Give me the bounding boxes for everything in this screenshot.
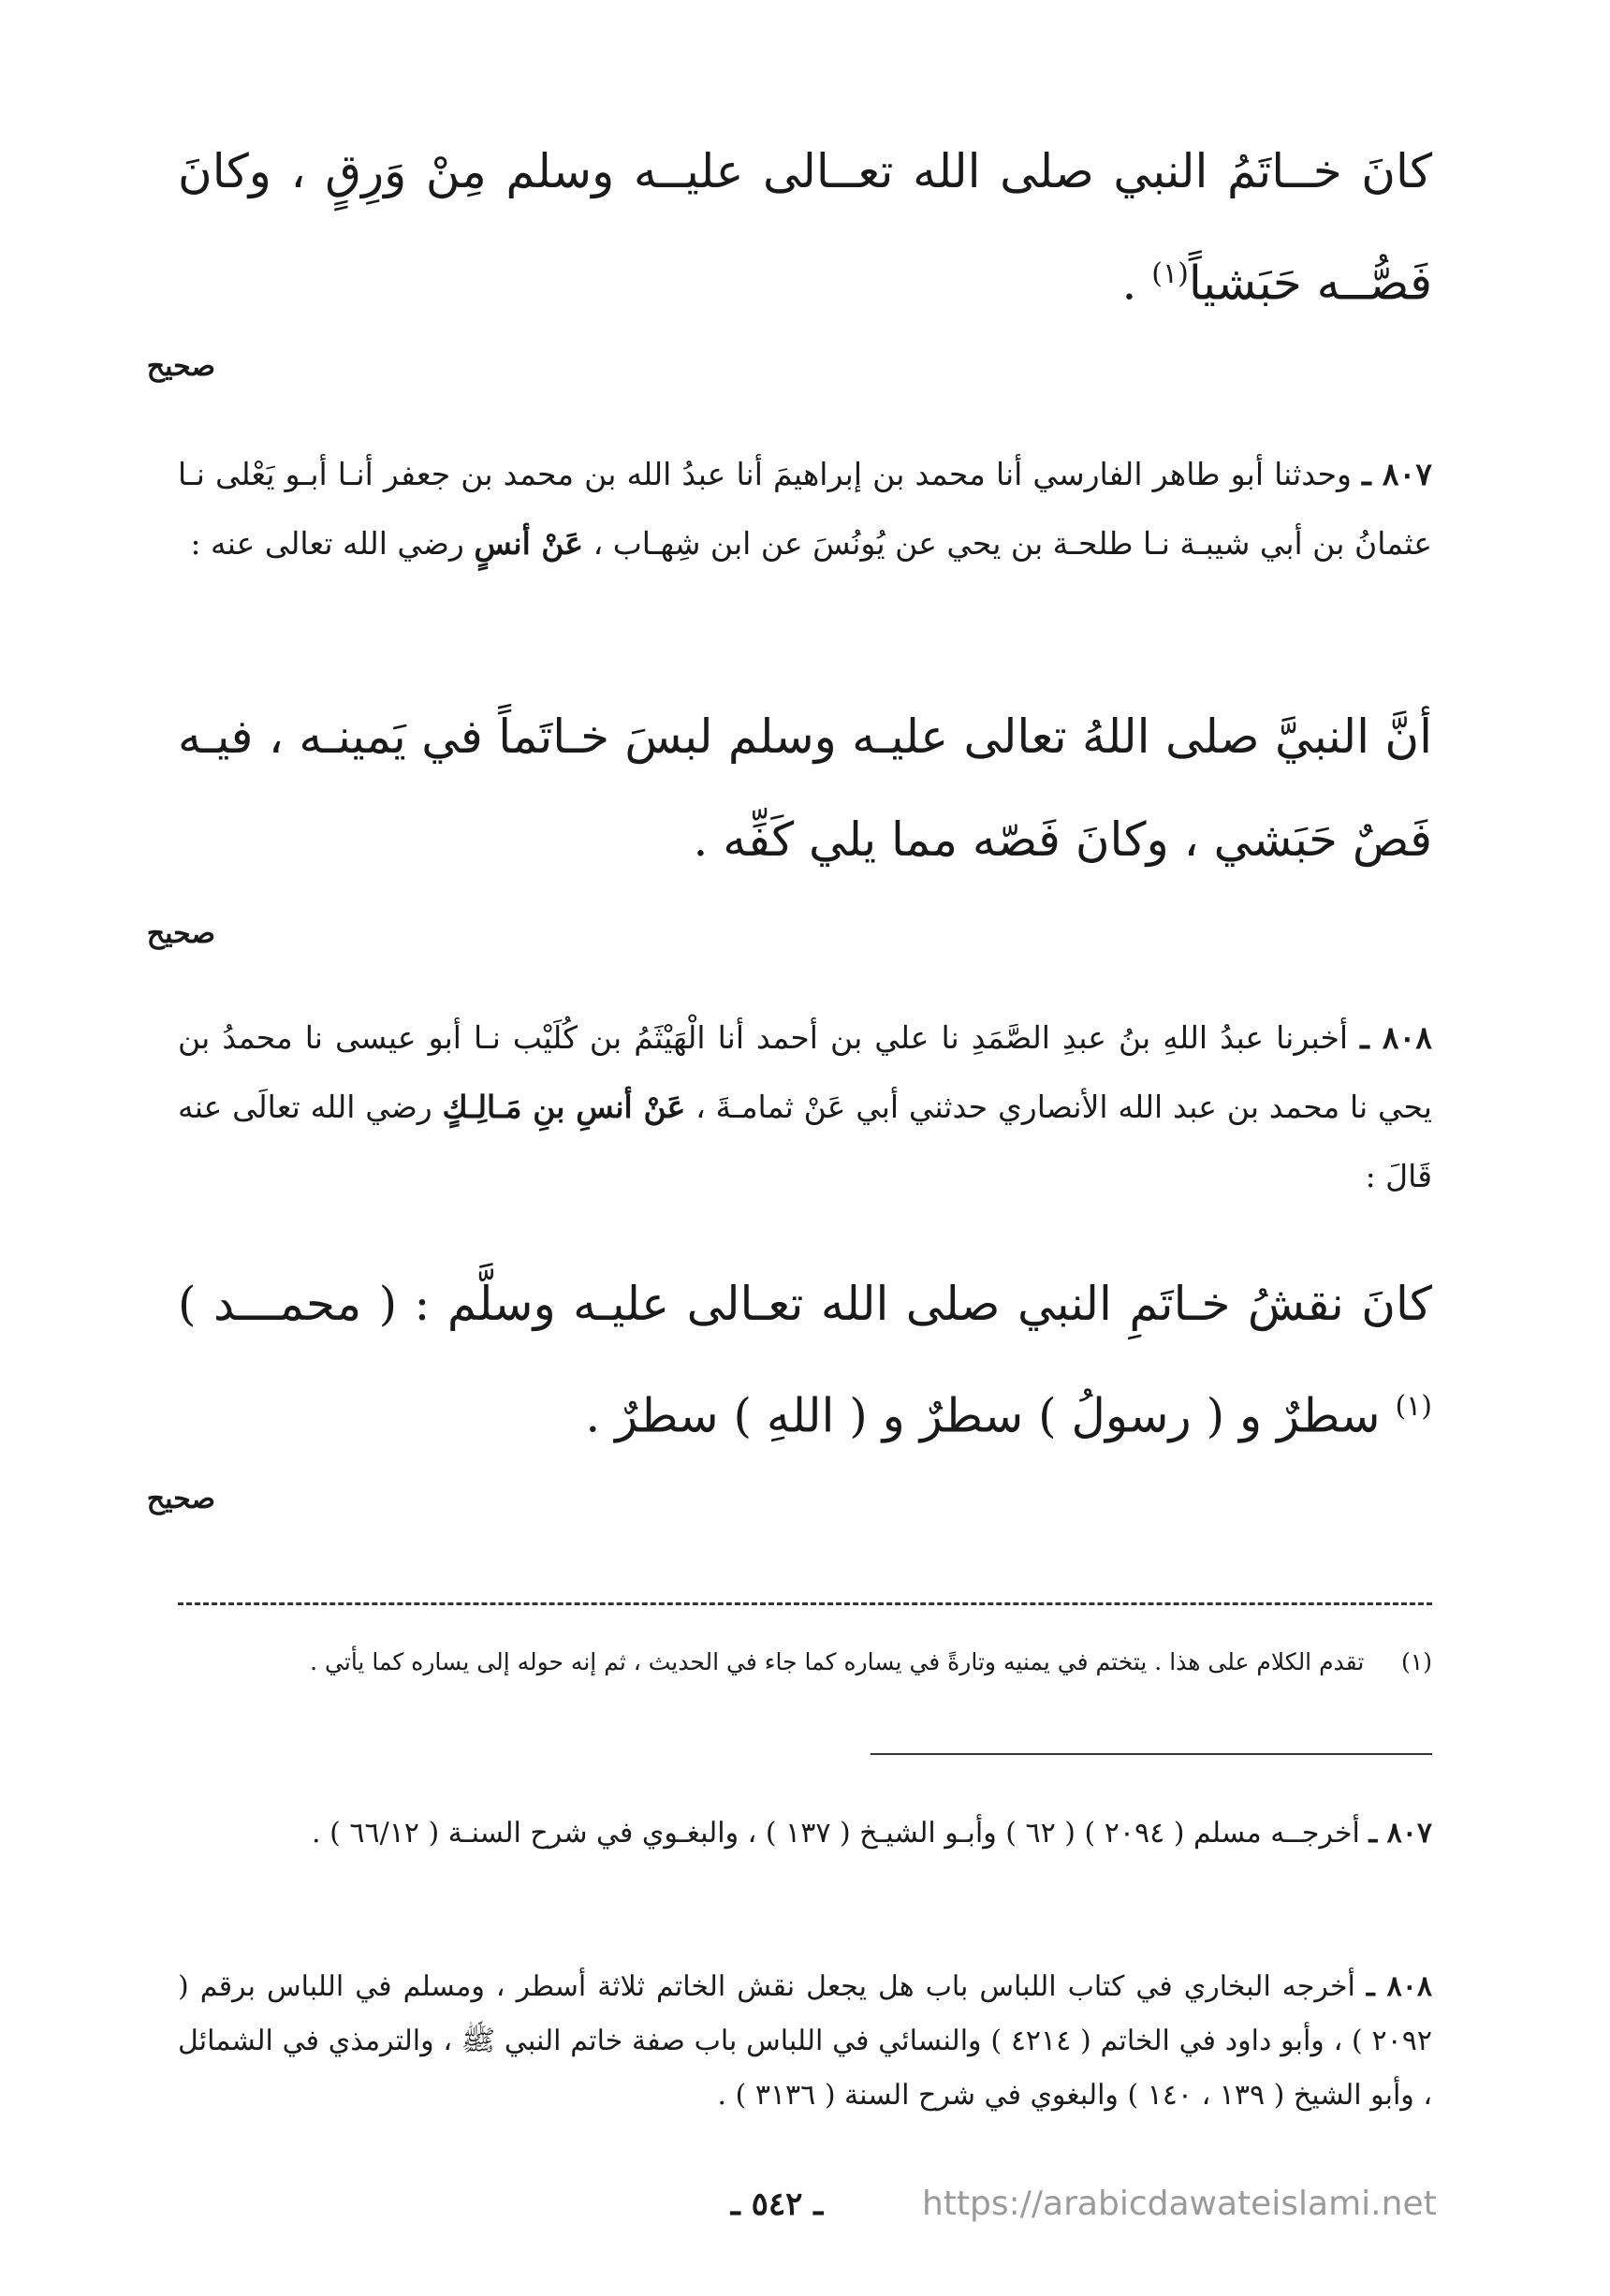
hadith-806-matn <box>178 120 1432 335</box>
hadith-807-narrator: عَنْ أنسٍ <box>474 525 584 562</box>
watermark-url: https://arabicdawateislami.net <box>922 2185 1437 2223</box>
hadith-808-grade: صحيح <box>146 1483 215 1515</box>
hadith-807-number: ٨٠٧ ـ <box>1362 456 1432 492</box>
hadith-808-matn <box>178 1252 1432 1468</box>
hadith-807-chain-end: رضي الله تعالى عنه : <box>190 525 464 562</box>
hadith-808-narrator: عَنْ أنسِ بنِ مَـالِـكٍ <box>442 1089 686 1125</box>
dashed-divider <box>178 1602 1432 1605</box>
hadith-807-chain-text: وحدثنا أبو طاهر الفارسي أنا محمد بن إبراهيمَ أنا عبدُ الله بن محمد بن جعفر أنـا أبـو يَعْلى نـا عثمانُ بن أبي شيبـة نـا طلحـة بن يحي عن يُونُسَ عن ابن شِهـاب ، <box>178 456 1432 562</box>
footnote <box>178 1644 1432 1681</box>
hadith-807-chain <box>178 440 1432 578</box>
footnote-marker: (١) <box>1151 257 1189 290</box>
hadith-808-chain-text: أخبرنا عبدُ اللهِ بنُ عبدِ الصَّمَدِ نا علي بن أحمد أنا الْهَيْثَمُ بن كُلَيْب نـا أبو عيسى نا محمدُ بن يحي نا محمد بن عبد الله الأنصاري حدثني أبي عَنْ ثمامـةَ ، <box>178 1019 1432 1125</box>
takhrij-807-number: ٨٠٧ ـ <box>1368 1817 1432 1850</box>
hadith-808-number: ٨٠٨ ـ <box>1360 1019 1432 1056</box>
takhrij-807 <box>178 1806 1432 1861</box>
hadith-807-matn: أنَّ النبيَّ صلى اللهُ تعالى عليـه وسلم لبسَ خـاتَماً في يَمينـه ، فيـه فَصٌ حَبَشي ، وكانَ فَصّه مما يلي كَفِّه . <box>178 709 1432 867</box>
takhrij-808-number: ٨٠٨ ـ <box>1366 1970 1432 2003</box>
hadith-808-chain-end: رضي الله تعالَى عنه قَالَ : <box>178 1089 1432 1194</box>
hadith-806-matn-text: كانَ خــاتَمُ النبي صلى الله تعــالى عليــه وسلم مِنْ وَرِقٍ ، وكانَ فَصُّــه حَبَشياً <box>178 144 1432 311</box>
hadith-808-chain <box>178 1003 1432 1211</box>
footnote-marker: (١) <box>1395 1390 1432 1423</box>
footnote-marker: (١) <box>1401 1648 1432 1675</box>
hadith-807-grade: صحيح <box>146 917 215 950</box>
hadith-808-matn-start: كانَ نقشُ خـاتَمِ النبي صلى الله تعـالى عليـه وسلَّم : ( محمـــد ) <box>178 1277 1432 1331</box>
solid-divider <box>871 1753 1432 1755</box>
hadith-806-matn-end: . <box>1121 256 1152 311</box>
footnote-text: تقدم الكلام على هذا . يتختم في يمنيه وتارةً في يساره كما جاء في الحديث ، ثم إنه حوله إلى يساره كما يأتي . <box>310 1648 1365 1675</box>
takhrij-807-text: أخرجــه مسلم ( ٢٠٩٤ ) ( ٦٢ ) وأبـو الشيـخ ( ١٣٧ ) ، والبغـوي في شرح السنـة ( ٦٦/١٢ ) . <box>312 1817 1360 1850</box>
takhrij-808 <box>178 1960 1432 2123</box>
page-number: ـ ٥٤٢ ـ <box>730 2186 824 2223</box>
hadith-806-grade: صحيح <box>146 350 215 383</box>
hadith-808-matn-end: سطرٌ و ( رسولُ ) سطرٌ و ( اللهِ ) سطرٌ . <box>585 1388 1381 1443</box>
takhrij-808-text: أخرجه البخاري في كتاب اللباس باب هل يجعل نقش الخاتم ثلاثة أسطر ، ومسلم في اللباس برقم ( ٢٠٩٢ ) ، وأبو داود في الخاتم ( ٤٢١٤ ) والنسائي في اللباس باب صفة خاتم النبي ﷺ ، والترمذي في الشمائل ، وأبو الشيخ ( ١٣٩ ، ١٤٠ ) والبغوي في شرح السنة ( ٣١٣٦ ) . <box>178 1970 1432 2112</box>
